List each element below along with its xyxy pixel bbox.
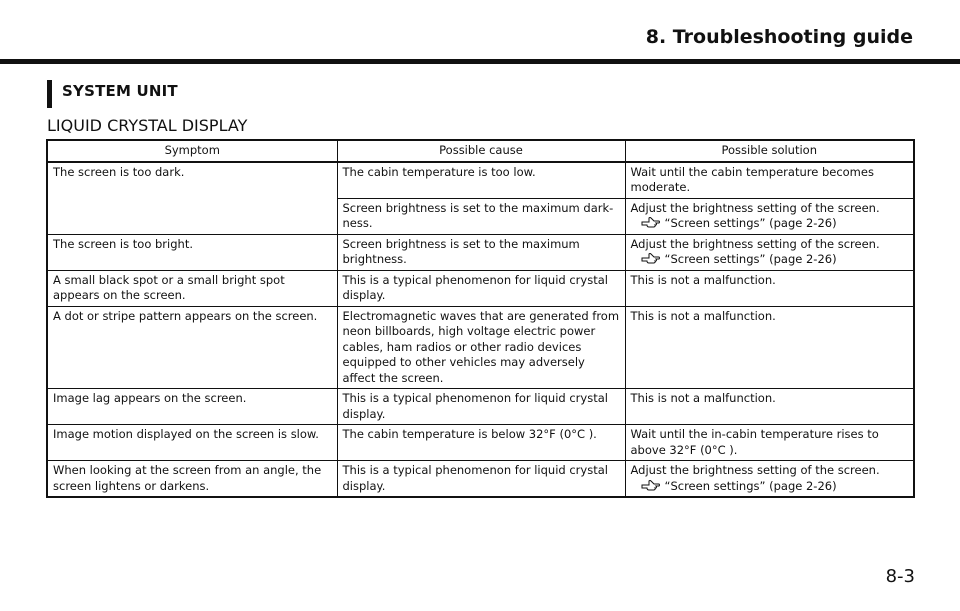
solution-cell <box>625 198 914 234</box>
table-row <box>47 425 914 461</box>
solution-text: Adjust the brightness setting of the screen. <box>630 236 880 251</box>
cause-cell: This is a typical phenomenon for liquid crystal display. <box>337 270 625 306</box>
symptom-cell: Image motion displayed on the screen is slow. <box>47 425 337 461</box>
solution-cell <box>625 389 914 425</box>
solution-cell <box>625 461 914 498</box>
pointing-hand-icon <box>641 216 661 228</box>
header-rule <box>0 59 960 64</box>
page-reference-link[interactable] <box>631 479 909 495</box>
solution-text: Adjust the brightness setting of the screen. <box>630 200 880 215</box>
solution-text: Wait until the cabin temperature becomes <box>630 164 874 179</box>
column-header-cause: Possible cause <box>337 140 625 162</box>
solution-cell <box>625 270 914 306</box>
table-row <box>47 306 914 389</box>
cause-cell: The cabin temperature is below 32°F (0°C ). <box>337 425 625 461</box>
solution-cell <box>625 425 914 461</box>
solution-cell <box>625 306 914 389</box>
solution-text: This is not a malfunction. <box>630 272 776 287</box>
reference-text: “Screen settings” (page 2-26) <box>664 252 837 266</box>
solution-text: This is not a malfunction. <box>630 391 776 405</box>
cause-cell: This is a typical phenomenon for liquid crystal display. <box>337 461 625 498</box>
section-title: SYSTEM UNIT <box>62 82 178 100</box>
subsection-title: LIQUID CRYSTAL DISPLAY <box>47 116 248 135</box>
table-row <box>47 389 914 425</box>
symptom-cell: A dot or stripe pattern appears on the screen. <box>47 306 337 389</box>
cause-cell: Screen brightness is set to the maximum dark-ness. <box>337 198 625 234</box>
solution-cell <box>625 162 914 199</box>
pointing-hand-icon <box>641 479 661 491</box>
page-number: 8-3 <box>885 566 915 587</box>
table-row <box>47 461 914 498</box>
cause-cell: The cabin temperature is too low. <box>337 162 625 199</box>
symptom-cell: The screen is too dark. <box>47 162 337 235</box>
column-header-symptom: Symptom <box>47 140 337 162</box>
solution-text: Wait until the in-cabin temperature rises to <box>630 427 879 441</box>
solution-text-continued: moderate. <box>630 180 691 194</box>
symptom-cell: The screen is too bright. <box>47 234 337 270</box>
cause-cell: This is a typical phenomenon for liquid crystal display. <box>337 389 625 425</box>
cause-cell: Electromagnetic waves that are generated from neon billboards, high voltage electric power cables, ham radios or other radio devices equipped to other vehicles may adversely affect the screen. <box>337 306 625 389</box>
pointing-hand-icon <box>641 252 661 264</box>
table-header-row <box>47 140 914 162</box>
section-marker-bar <box>47 80 52 108</box>
page-reference-link[interactable] <box>631 216 909 232</box>
solution-text: Adjust the brightness setting of the screen. <box>630 463 880 477</box>
page-reference-link[interactable] <box>631 252 909 268</box>
symptom-cell: A small black spot or a small bright spot appears on the screen. <box>47 270 337 306</box>
symptom-cell: When looking at the screen from an angle, the screen lightens or darkens. <box>47 461 337 498</box>
table-row <box>47 162 914 199</box>
column-header-solution: Possible solution <box>625 140 914 162</box>
solution-cell <box>625 234 914 270</box>
chapter-title: 8. Troubleshooting guide <box>645 26 913 48</box>
solution-text-continued: above 32°F (0°C ). <box>630 442 738 457</box>
solution-text: This is not a malfunction. <box>630 308 776 323</box>
table-row <box>47 270 914 306</box>
table-row <box>47 234 914 270</box>
reference-text: “Screen settings” (page 2-26) <box>664 478 837 493</box>
symptom-cell: Image lag appears on the screen. <box>47 389 337 425</box>
troubleshooting-table <box>46 139 915 498</box>
cause-cell: Screen brightness is set to the maximum brightness. <box>337 234 625 270</box>
reference-text: “Screen settings” (page 2-26) <box>664 216 837 230</box>
